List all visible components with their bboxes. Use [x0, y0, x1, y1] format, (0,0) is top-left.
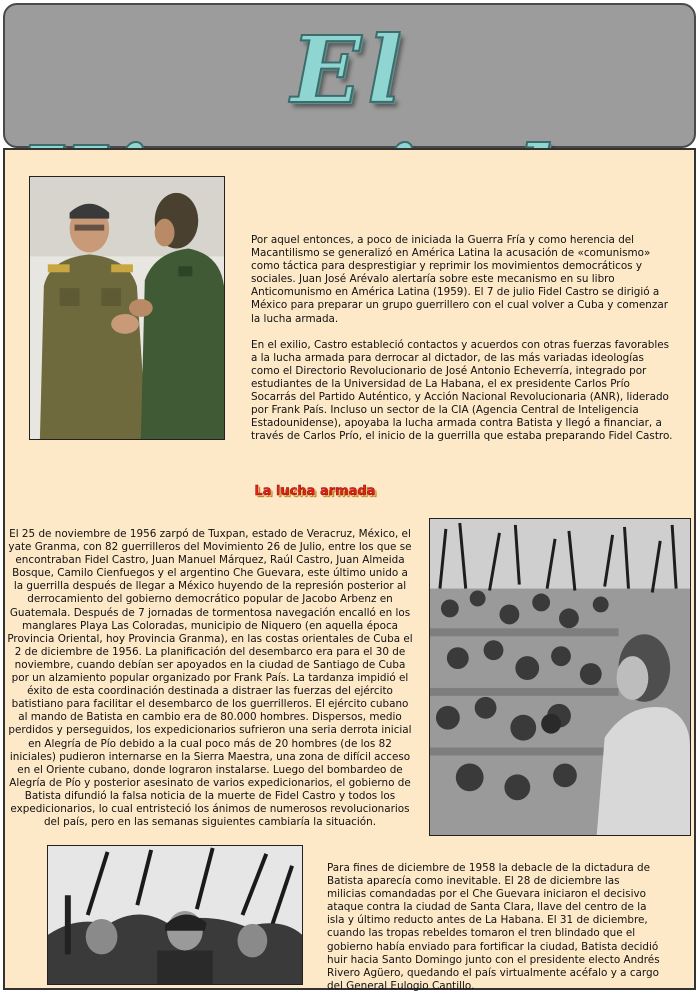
masthead-banner	[3, 3, 696, 148]
intro-paragraph: Por aquel entonces, a poco de iniciada la Guerra Fría y como herencia del Macantilismo se generalizó en América Latina la acusación de «comunismo» como táctica para desprestigiar y reprimir los movimientos democráticos y sociales. Juan José Arévalo alertaría sobre este mecanismo en su libro Anticomunismo en América Latina (1959). El 7 de julio Fidel Castro se dirigió a México para preparar un grupo guerrillero con el cual volver a Cuba y comenzar la lucha armada.	[251, 234, 668, 325]
photo-crowd-rally	[429, 518, 691, 836]
photo-two-officers	[29, 176, 225, 440]
article-page	[3, 148, 696, 990]
photo-rebels-rifles	[47, 845, 303, 985]
section-title: La lucha armada	[254, 484, 376, 499]
intro-text-block	[251, 234, 675, 456]
section-text: El 25 de noviembre de 1956 zarpó de Tuxpan, estado de Veracruz, México, el yate Granma, con 82 guerrilleros del Movimiento 26 de Julio, entre los que se encontraban Fidel Castro, Juan Manuel Márquez, Raúl Castro, Juan Almeida Bosque, Camilo Cienfuegos y el argentino Che Guevara, este último unido a la guerrilla después de llegar a México huyendo de la represión posterior al derrocamiento del gobierno democrático popular de Jacobo Arbenz en Guatemala. Después de 7 jornadas de tormentosa navegación encalló en los manglares Playa Las Coloradas, municipio de Niquero (en aquella época Provincia Oriental, hoy Provincia Granma), en las costas orientales de Cuba el 2 de diciembre de 1956. La planificación del desembarco era para el 30 de noviembre, cuando debían ser apoyados en la ciudad de Santiago de Cuba por un alzamiento popular organizado por Frank País. La tardanza impidió el éxito de esta coordinación destinada a distraer las fuerzas del ejército batistiano para facilitar el desembarco de los guerrilleros. El ejército cubano al mando de Batista en cambio era de 80.000 hombres. Dispersos, medio perdidos y perseguidos, los expedicionarios sufrieron una seria derrota inicial en Alegría de Pío debido a la cual poco más de 20 hombres (de los 82 iniciales) pudieron internarse en la Sierra Maestra, una zona de difícil acceso en el Oriente cubano, donde lograron instalarse. Luego del bombardeo de Alegría de Pío y posterior asesinato de varios expedicionarios, el gobierno de Batista difundió la falsa noticia de la muerte de Fidel Castro y todos los expedicionarios, lo cual entristeció los ánimos de numerosos revolucionarios del país, pero en las semanas siguientes cambiaría la situación.	[7, 528, 413, 829]
masthead-title: El	[290, 16, 409, 124]
intro-paragraph: En el exilio, Castro estableció contactos y acuerdos con otras fuerzas favorables a la lucha armada para derrocar al dictador, de las más variadas ideologías como el Directorio Revolucionario de José Antonio Echeverría, integrado por estudiantes de la Universidad de La Habana, el ex presidente Carlos Prío Socarrás del Partido Auténtico, y Acción Nacional Revolucionaria (ANR), liderado por Frank País. Incluso un sector de la CIA (Agencia Central de Inteligencia Estadounidense), apoyaba la lucha armada contra Batista y llegó a financiar, a través de Carlos Prío, el inicio de la guerrilla que estaba preparando Fidel Castro.	[251, 338, 673, 443]
closing-text: Para fines de diciembre de 1958 la debacle de la dictadura de Batista aparecía como inevitable. El 28 de diciembre las milicias comandadas por el Che Guevara iniciaron el decisivo ataque contra la ciudad de Santa Clara, llave del centro de la isla y último reducto antes de La Habana. El 31 de diciembre, cuando las tropas rebeldes tomaron el tren blindado que el gobierno había enviado para fortificar la ciudad, Batista decidió huir hacia Santo Domingo junto con el presidente electo Andrés Rivero Agüero, quedando el país virtualmente acéfalo y a cargo del General Eulogio Cantillo.	[327, 862, 660, 992]
